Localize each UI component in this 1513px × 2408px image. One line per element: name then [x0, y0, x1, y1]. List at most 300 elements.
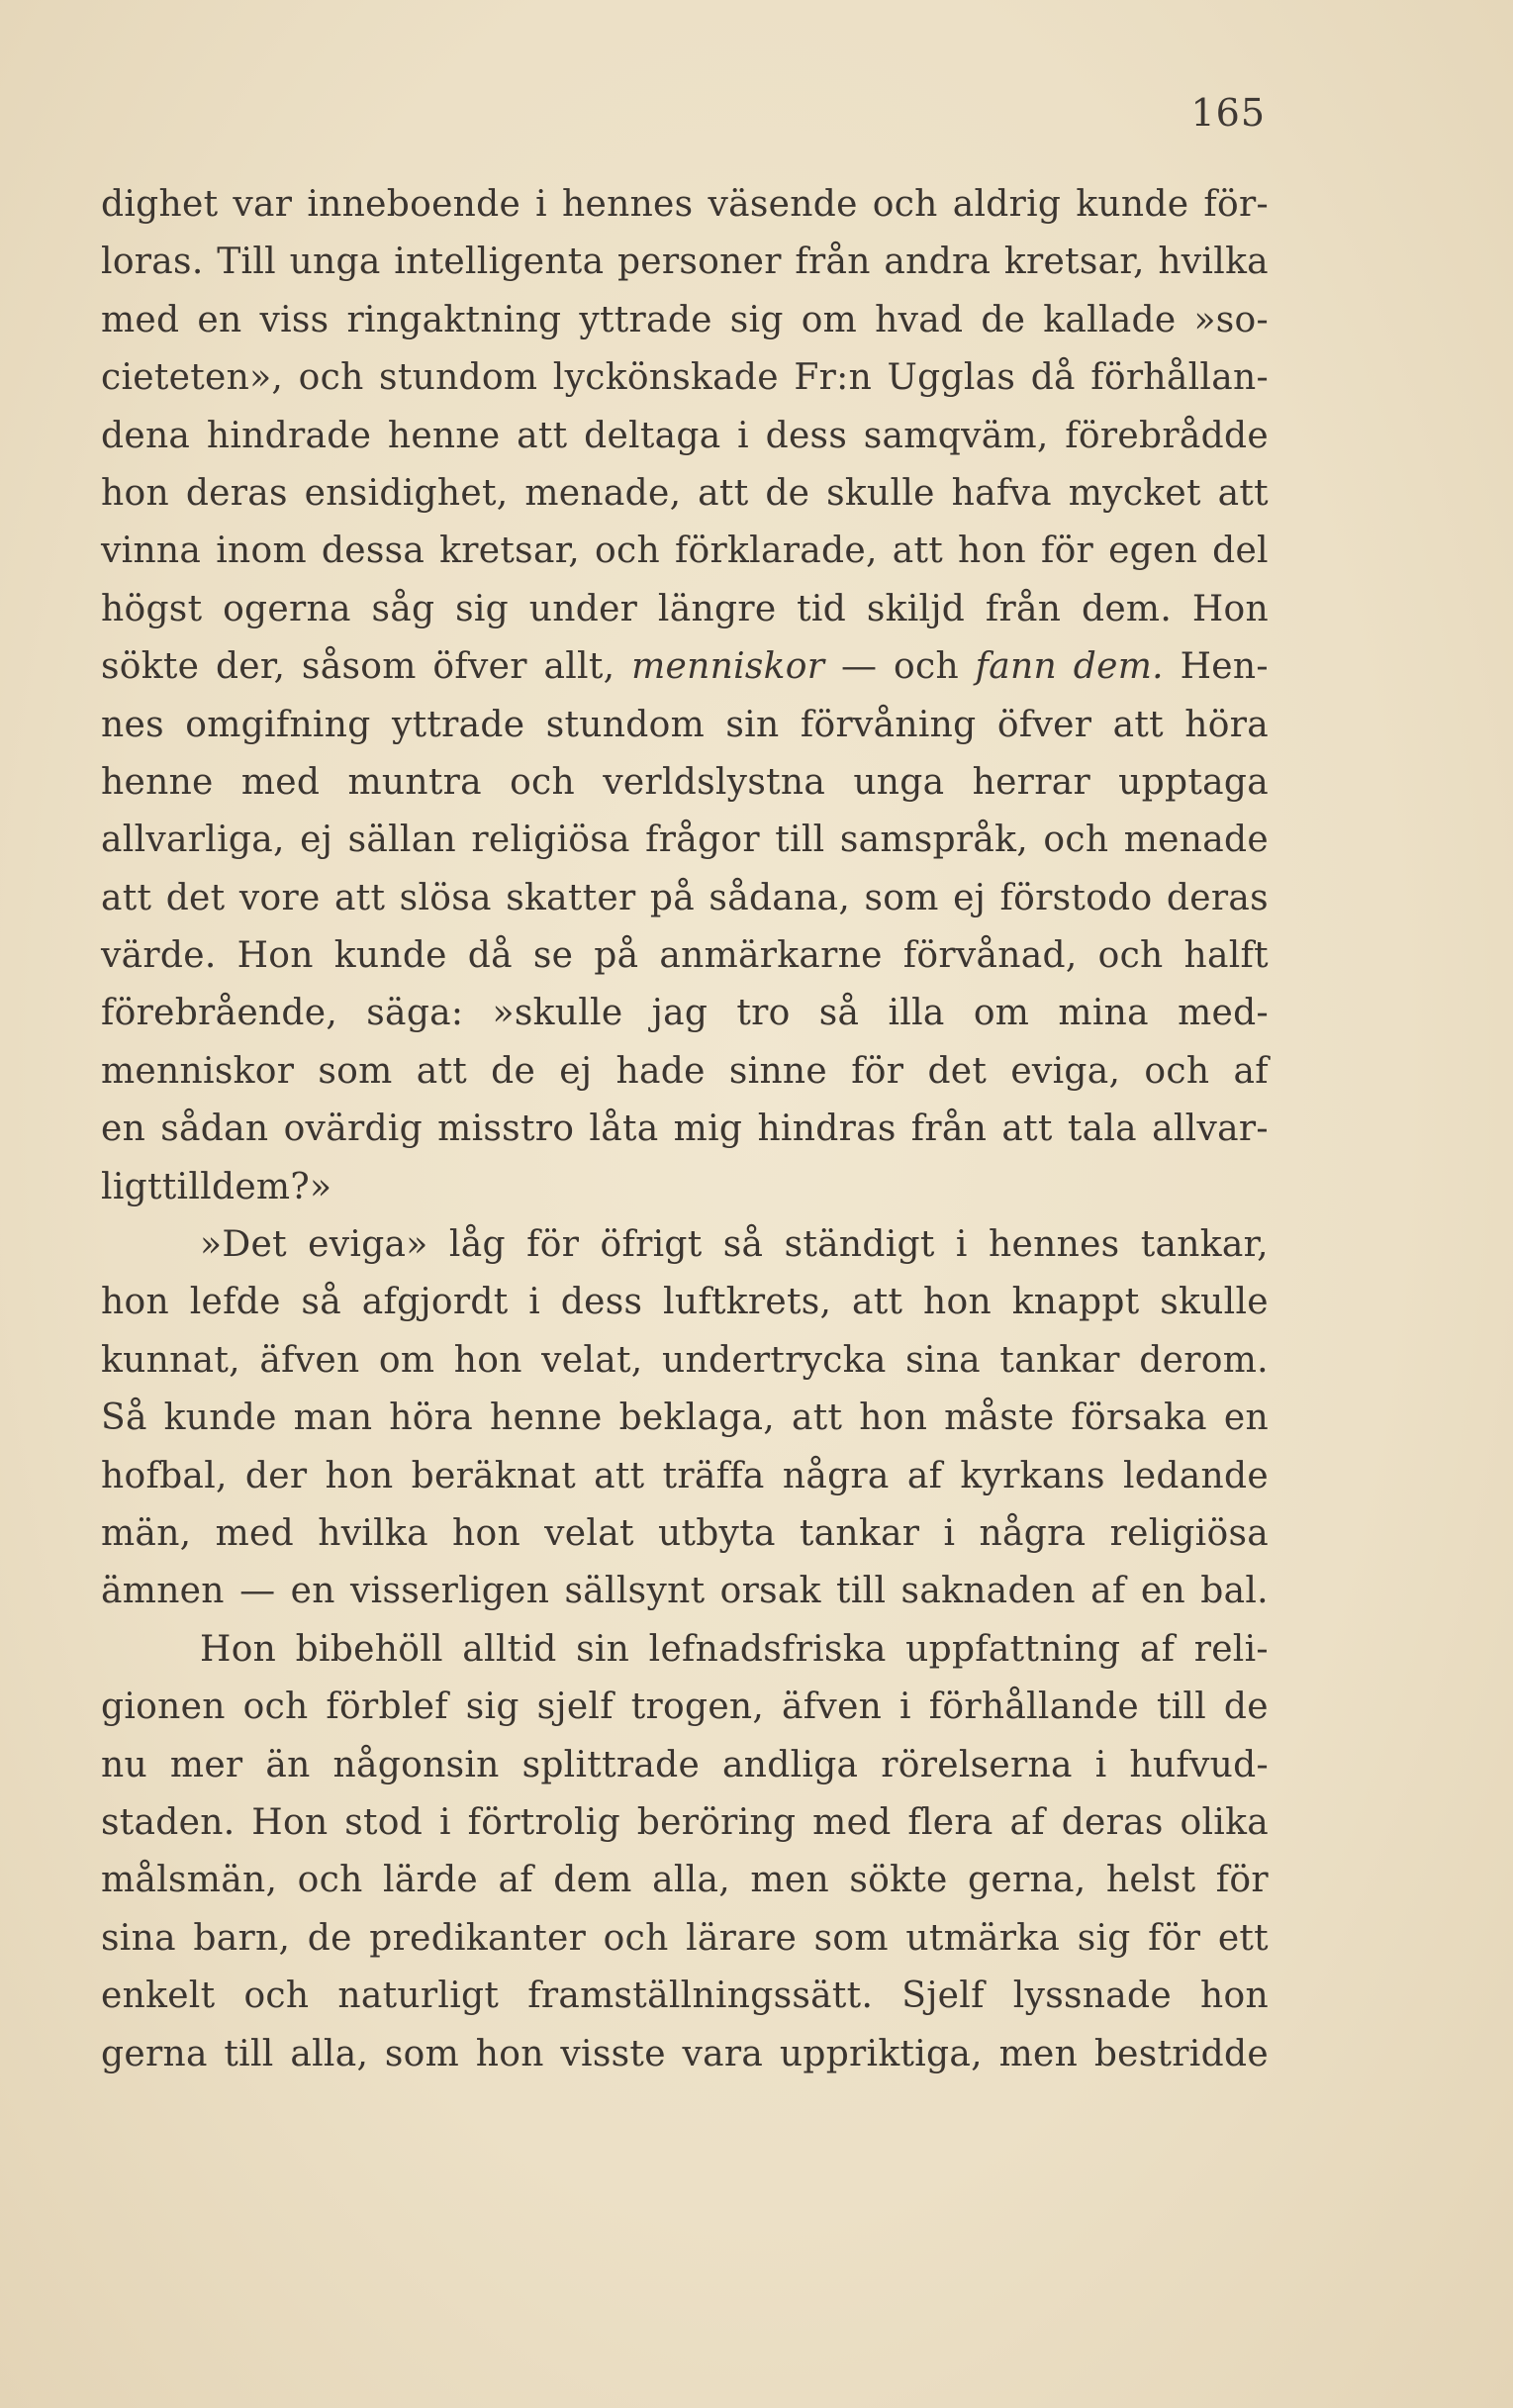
text-word: stundom	[379, 357, 538, 399]
text-word: deltaga	[584, 415, 721, 456]
text-word: längre	[657, 588, 777, 629]
text-word: de	[1223, 1686, 1269, 1728]
text-word: sällsynt	[564, 1571, 706, 1612]
text-line	[101, 1794, 1269, 1852]
text-word: gionen	[101, 1686, 226, 1728]
text-word: ledande	[1122, 1455, 1269, 1496]
text-word: sjelf	[536, 1686, 614, 1728]
text-word: att	[892, 530, 943, 572]
text-word: men	[998, 2033, 1079, 2074]
text-word: dem.	[1081, 588, 1173, 629]
text-word: alltid	[462, 1628, 557, 1670]
text-word: målsmän,	[101, 1860, 278, 1901]
text-word: beröring	[636, 1801, 797, 1843]
text-word: velat,	[541, 1339, 643, 1381]
text-word: i	[535, 184, 547, 225]
text-word: i	[955, 1224, 968, 1266]
text-word: hennes	[562, 184, 694, 225]
text-word: religiösa	[471, 819, 630, 861]
text-word: några	[782, 1455, 890, 1496]
text-word: under	[528, 588, 638, 629]
text-word: sina	[905, 1339, 981, 1381]
text-word: det	[927, 1050, 988, 1092]
text-word: några	[979, 1512, 1087, 1554]
text-word: kallade	[1043, 299, 1177, 340]
text-line	[101, 1448, 1269, 1505]
text-word: i	[899, 1686, 911, 1728]
text-word: framställningssätt.	[527, 1975, 874, 2017]
text-word: träffa	[662, 1455, 765, 1496]
text-word: menade	[1123, 819, 1269, 861]
text-word: utbyta	[657, 1512, 776, 1554]
text-line	[101, 523, 1269, 580]
text-word: som	[864, 877, 939, 918]
text-word: om	[801, 299, 858, 340]
text-word: sällan	[347, 819, 456, 861]
text-word: sina	[101, 1917, 176, 1959]
text-word: staden.	[101, 1801, 236, 1843]
text-word: hindrade	[206, 415, 372, 456]
text-word: beräknat	[411, 1455, 576, 1496]
text-word: tid	[797, 588, 847, 629]
text-word: reli-	[1193, 1628, 1269, 1670]
text-word: och	[298, 357, 364, 399]
text-word: velat	[544, 1512, 634, 1554]
text-word: sökte	[101, 646, 200, 688]
text-word: än	[265, 1744, 311, 1785]
text-word: allvar-	[1152, 1108, 1269, 1150]
text-line	[101, 1563, 1269, 1620]
text-word: man	[293, 1397, 373, 1439]
text-word: och	[595, 530, 660, 572]
text-word: skulle	[1160, 1282, 1269, 1323]
text-word: afgjordt	[361, 1282, 509, 1323]
text-word: äfven	[259, 1339, 360, 1381]
text-word: om	[973, 993, 1030, 1034]
text-word: i	[438, 1801, 451, 1843]
text-line	[101, 465, 1269, 523]
text-line	[101, 697, 1269, 754]
text-word: de	[981, 299, 1026, 340]
text-word: hon	[101, 472, 169, 514]
text-word: hade	[615, 1050, 706, 1092]
text-word: sin	[576, 1628, 630, 1670]
text-word: lefnadsfriska	[648, 1628, 887, 1670]
text-word: och	[1043, 819, 1109, 861]
text-word: och	[297, 1860, 363, 1901]
text-word: med	[812, 1801, 892, 1843]
text-word: trogen,	[630, 1686, 765, 1728]
text-word: kunde	[333, 935, 447, 977]
text-line	[101, 1505, 1269, 1563]
text-word: eviga,	[1010, 1050, 1121, 1092]
text-word: derom.	[1139, 1339, 1269, 1381]
text-word: till	[224, 2033, 274, 2074]
text-word: deras	[1166, 877, 1269, 918]
text-word: att	[698, 472, 749, 514]
text-word: dighet	[101, 184, 219, 225]
text-word: ej	[953, 877, 987, 918]
text-word: stundom	[545, 704, 706, 745]
text-word: jag	[651, 993, 709, 1034]
text-word: hafva	[951, 472, 1052, 514]
text-word: unga	[289, 241, 381, 283]
text-word: kunde	[163, 1397, 277, 1439]
text-word: eviga»	[308, 1224, 428, 1266]
text-word: tro	[736, 993, 791, 1034]
text-word: lärare	[686, 1917, 798, 1959]
text-word: samspråk,	[839, 819, 1029, 861]
text-word: som	[813, 1917, 889, 1959]
text-word: ej	[559, 1050, 593, 1092]
text-word: öfver	[996, 704, 1092, 745]
text-line	[101, 1216, 1269, 1274]
text-word: halft	[1183, 935, 1269, 977]
text-word: Ugglas	[887, 357, 1016, 399]
text-line	[101, 1101, 1269, 1158]
text-word: olika	[1180, 1801, 1269, 1843]
text-word: unga	[853, 761, 945, 803]
text-word: samqväm,	[863, 415, 1049, 456]
text-word: deras	[185, 472, 288, 514]
text-word: omgifning	[185, 704, 371, 745]
text-word: förhållande	[928, 1686, 1139, 1728]
text-word: upptaga	[1118, 761, 1269, 803]
text-word: hennes	[989, 1224, 1120, 1266]
text-word: alla,	[290, 2033, 369, 2074]
text-word: kyrkans	[960, 1455, 1105, 1496]
text-word: väsende	[708, 184, 858, 225]
text-word: kunnat,	[101, 1339, 240, 1381]
text-word: Så	[101, 1397, 147, 1439]
text-word: vinna	[101, 530, 202, 572]
text-word: hon	[1200, 1975, 1269, 2017]
text-word: och	[1097, 935, 1164, 977]
text-line	[101, 638, 1269, 696]
text-word: för	[1148, 1917, 1201, 1959]
text-word: till	[775, 819, 825, 861]
text-word: illa	[888, 993, 945, 1034]
text-line	[101, 1621, 1269, 1679]
text-word: Hon	[200, 1628, 277, 1670]
text-word: herrar	[972, 761, 1090, 803]
text-word: »Det	[200, 1224, 287, 1266]
text-word: vore	[238, 877, 321, 918]
text-word: nu	[101, 1744, 147, 1785]
text-word: att	[1217, 472, 1269, 514]
text-line	[101, 2026, 1269, 2083]
text-word: sinne	[728, 1050, 828, 1092]
text-word: hufvud-	[1129, 1744, 1269, 1785]
text-word: till	[161, 1166, 212, 1207]
text-word: allvarliga,	[101, 819, 285, 861]
text-line	[101, 1332, 1269, 1390]
text-word: för	[526, 1224, 580, 1266]
text-word: enkelt	[101, 1975, 216, 2017]
text-word: en	[101, 1108, 146, 1150]
text-word: allt,	[543, 646, 615, 688]
text-word: det	[165, 877, 226, 918]
text-word: saknaden	[900, 1571, 1076, 1612]
text-word: för-	[1203, 184, 1269, 225]
text-word: henne	[387, 415, 501, 456]
text-word: låta	[589, 1108, 659, 1150]
text-word: dess	[560, 1282, 643, 1323]
text-word: hon	[101, 1282, 169, 1323]
text-word: förvånad,	[902, 935, 1078, 977]
text-word: af	[1090, 1571, 1126, 1612]
text-word: och	[872, 184, 938, 225]
text-word: hon	[475, 2033, 544, 2074]
text-word: var	[233, 184, 293, 225]
text-line	[101, 1968, 1269, 2025]
text-word: alla,	[652, 1860, 730, 1901]
text-word: yttrade	[579, 299, 712, 340]
text-word: vara	[682, 2033, 764, 2074]
text-word: lefde	[189, 1282, 281, 1323]
text-word: dem	[553, 1860, 632, 1901]
text-word: ogerna	[223, 588, 351, 629]
text-word: i	[528, 1282, 541, 1323]
text-word: slösa	[399, 877, 492, 918]
text-word: hon	[958, 530, 1026, 572]
text-word: se	[532, 935, 574, 977]
text-word: en	[197, 299, 242, 340]
text-word: ringaktning	[346, 299, 562, 340]
text-word: sådan	[160, 1108, 269, 1150]
text-word: och	[242, 1686, 309, 1728]
text-word: der	[244, 1455, 308, 1496]
text-line	[101, 754, 1269, 812]
text-word: om	[378, 1339, 435, 1381]
text-word: hon	[325, 1455, 394, 1496]
text-word: tankar	[999, 1339, 1120, 1381]
text-line	[101, 581, 1269, 638]
text-word: och	[243, 1975, 310, 2017]
text-word: förblef	[326, 1686, 448, 1728]
text-word: från	[985, 588, 1062, 629]
text-word: beklaga,	[618, 1397, 776, 1439]
text-word: dena	[101, 415, 191, 456]
text-word: andra	[884, 241, 992, 283]
text-word: dem?»	[211, 1166, 332, 1207]
text-word: hofbal,	[101, 1455, 228, 1496]
text-word: höra	[389, 1397, 474, 1439]
text-word: såg	[371, 588, 435, 629]
text-word: till	[1156, 1686, 1207, 1728]
text-word: gerna	[101, 2033, 208, 2074]
text-word: kretsar,	[1003, 241, 1145, 283]
text-word: äfven	[782, 1686, 883, 1728]
text-word: höra	[1184, 704, 1269, 745]
text-word: för	[1215, 1860, 1269, 1901]
body-text	[101, 176, 1269, 2083]
text-word: att	[416, 1050, 467, 1092]
page-number: 165	[1190, 91, 1266, 135]
text-word: de	[307, 1917, 352, 1959]
text-word: Till	[217, 241, 276, 283]
text-word: stod	[344, 1801, 424, 1843]
text-word: från	[795, 241, 871, 283]
text-word: att	[101, 877, 152, 918]
text-word: menniskor	[631, 646, 825, 688]
text-word: sin	[725, 704, 780, 745]
text-word: bestridde	[1093, 2033, 1269, 2074]
text-word: sig	[455, 588, 510, 629]
text-word: der,	[215, 646, 286, 688]
text-word: med	[240, 761, 321, 803]
text-line	[101, 1852, 1269, 1909]
text-word: ovärdig	[283, 1108, 423, 1150]
text-word: en	[1140, 1571, 1185, 1612]
text-word: »so-	[1193, 299, 1269, 340]
text-word: yttrade	[391, 704, 525, 745]
text-word: ett	[1217, 1917, 1269, 1959]
text-word: rörelserna	[881, 1744, 1073, 1785]
text-word: förhållan-	[1090, 357, 1269, 399]
text-word: hvilka	[1158, 241, 1269, 283]
text-word: —	[841, 646, 878, 688]
text-word: personer	[616, 241, 782, 283]
text-word: så	[301, 1282, 341, 1323]
text-word: inom	[216, 530, 307, 572]
text-word: för	[1040, 530, 1094, 572]
text-word: sig	[729, 299, 784, 340]
text-word: till	[836, 1571, 887, 1612]
text-word: då	[467, 935, 513, 977]
text-word: att	[594, 1455, 645, 1496]
text-word: Hon	[1191, 588, 1269, 629]
text-word: utmärka	[905, 1917, 1061, 1959]
text-line	[101, 1910, 1269, 1968]
text-line	[101, 1390, 1269, 1447]
text-word: försaka	[1071, 1397, 1207, 1439]
text-word: helst	[1105, 1860, 1196, 1901]
text-word: kretsar,	[439, 530, 581, 572]
text-word: —	[239, 1571, 276, 1612]
text-word: loras.	[101, 241, 204, 283]
text-word: låg	[448, 1224, 506, 1266]
text-word: menade,	[524, 472, 682, 514]
text-word: högst	[101, 588, 203, 629]
text-word: nes	[101, 704, 164, 745]
text-word: fann	[975, 646, 1058, 688]
text-word: menniskor	[101, 1050, 295, 1092]
text-word: på	[594, 935, 639, 977]
text-word: med-	[1178, 993, 1269, 1034]
text-word: skulle	[826, 472, 935, 514]
text-word: ligt	[101, 1166, 162, 1207]
text-word: af	[1009, 1801, 1045, 1843]
text-word: att	[851, 1282, 903, 1323]
text-line	[101, 985, 1269, 1042]
text-word: som	[384, 2033, 460, 2074]
text-word: att	[517, 415, 568, 456]
text-word: som	[318, 1050, 393, 1092]
text-word: henne	[489, 1397, 603, 1439]
text-word: af	[1139, 1628, 1176, 1670]
text-word: sådana,	[709, 877, 851, 918]
text-word: mig	[673, 1108, 743, 1150]
text-word: i	[943, 1512, 956, 1554]
text-line	[101, 1679, 1269, 1736]
text-word: del	[1212, 530, 1269, 572]
text-line	[101, 870, 1269, 927]
text-line	[101, 349, 1269, 407]
text-line	[101, 927, 1269, 985]
text-word: anmärkarne	[659, 935, 883, 977]
text-word: skiljd	[866, 588, 966, 629]
text-word: värde.	[101, 935, 217, 977]
text-word: visste	[560, 2033, 666, 2074]
text-word: att	[333, 877, 386, 918]
text-word: egen	[1108, 530, 1198, 572]
text-word: hon	[923, 1282, 992, 1323]
text-word: af	[498, 1860, 533, 1901]
text-word: flera	[907, 1801, 993, 1843]
text-word: lyssnade	[1012, 1975, 1172, 2017]
text-word: af	[906, 1455, 943, 1496]
text-word: sig	[465, 1686, 520, 1728]
text-line	[101, 1737, 1269, 1794]
text-word: ständigt	[784, 1224, 935, 1266]
text-word: för	[851, 1050, 904, 1092]
text-word: tankar,	[1140, 1224, 1269, 1266]
text-word: hon	[452, 1512, 520, 1554]
text-word: Hon	[251, 1801, 329, 1843]
text-line	[101, 812, 1269, 869]
text-word: och	[894, 646, 959, 688]
text-word: Hon	[236, 935, 314, 977]
text-word: med	[215, 1512, 295, 1554]
text-word: bibehöll	[295, 1628, 443, 1670]
text-line	[101, 176, 1269, 234]
text-word: luftkrets,	[663, 1282, 832, 1323]
text-word: naturligt	[337, 1975, 500, 2017]
text-word: förstodo	[999, 877, 1153, 918]
text-word: förebrådde	[1065, 415, 1269, 456]
text-word: dess	[765, 415, 848, 456]
text-word: gerna,	[968, 1860, 1087, 1901]
text-word: aldrig	[952, 184, 1062, 225]
text-word: verldslystna	[603, 761, 826, 803]
text-word: lärde	[382, 1860, 479, 1901]
text-word: uppriktiga,	[779, 2033, 983, 2074]
text-word: men	[750, 1860, 829, 1901]
text-word: lyckönskade	[552, 357, 779, 399]
text-word: tala	[1067, 1108, 1137, 1150]
text-word: hvad	[875, 299, 964, 340]
text-word: ensidighet,	[304, 472, 509, 514]
text-word: att	[1001, 1108, 1053, 1150]
text-line	[101, 1274, 1269, 1331]
text-word: mycket	[1068, 472, 1201, 514]
text-word: de	[491, 1050, 536, 1092]
text-word: och	[603, 1917, 669, 1959]
text-word: kunde	[1076, 184, 1189, 225]
text-word: misstro	[437, 1108, 575, 1150]
text-word: förklarade,	[674, 530, 878, 572]
text-word: mer	[169, 1744, 243, 1785]
text-word: en	[290, 1571, 335, 1612]
text-word: i	[737, 415, 749, 456]
text-word: förtrolig	[467, 1801, 620, 1843]
text-word: ej	[300, 819, 333, 861]
text-word: bal.	[1200, 1571, 1269, 1612]
text-word: ämnen	[101, 1571, 225, 1612]
text-word: splittrade	[521, 1744, 701, 1785]
text-word: andliga	[721, 1744, 859, 1785]
